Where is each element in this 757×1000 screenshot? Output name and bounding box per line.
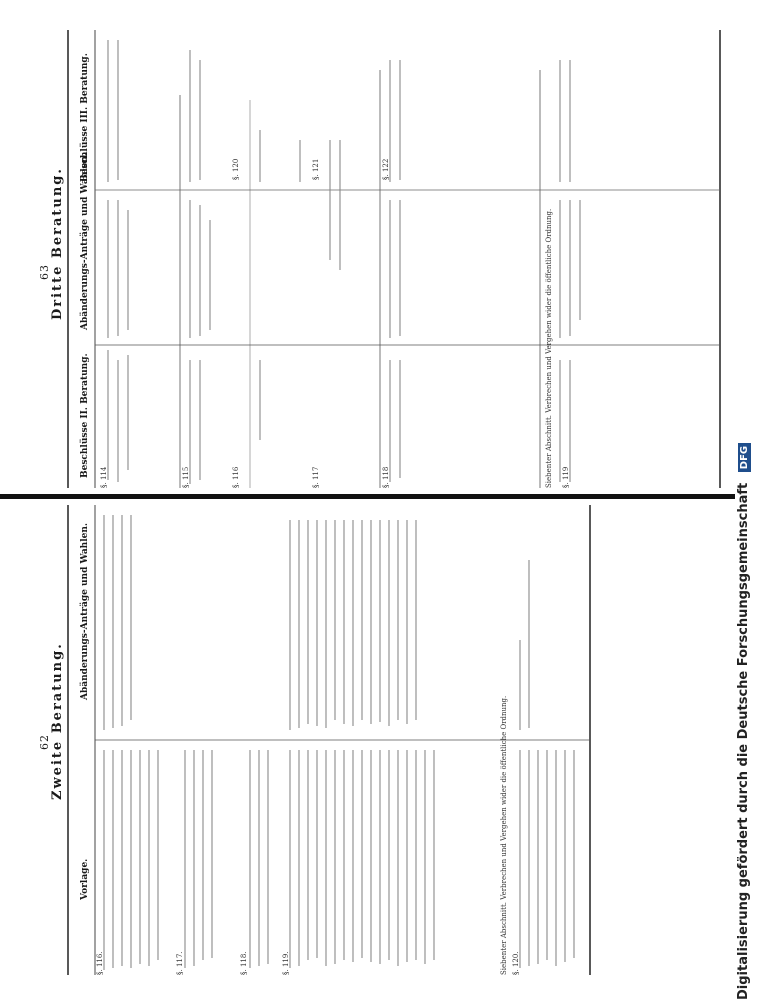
col-header-left-2: Abänderungs-Anträge und Wahlen. — [80, 522, 90, 700]
paragraph-right-5: §. 118 — [382, 466, 390, 488]
paragraph-left-3: §. 118. — [240, 951, 248, 975]
paragraph-right-2: §. 115 — [182, 466, 190, 488]
col-header-left-1: Vorlage. — [80, 858, 90, 900]
paragraph-right-1: §. 114 — [100, 466, 108, 488]
col-header-right-1: Beschlüsse II. Beratung. — [80, 353, 90, 478]
paragraph-right-9: §. 122 — [382, 158, 390, 180]
digitization-credit — [736, 0, 751, 1000]
col-header-right-3: Beschlüsse III. Beratung. — [80, 53, 90, 182]
section-heading-right: Siebenter Abschnitt. Verbrechen und Vergehen wider die öffentliche Ordnung. — [545, 208, 553, 488]
paragraph-left-1: §. 116. — [96, 951, 104, 975]
page-number-left: 62 — [38, 734, 51, 750]
paragraph-left-4: §. 119. — [282, 951, 290, 975]
section-heading-left: Siebenter Abschnitt. Verbrechen und Vergehen wider die öffentliche Ordnung. — [500, 695, 508, 975]
paragraph-right-7: §. 120 — [232, 158, 240, 180]
page-title-left: Zweite Beratung. — [50, 642, 65, 800]
paragraph-left-2: §. 117. — [176, 951, 184, 975]
dfg-logo: DFG — [738, 443, 751, 472]
paragraph-right-3: §. 116 — [232, 466, 240, 488]
paragraph-right-6: §. 119 — [562, 466, 570, 488]
text-lines-upper — [108, 40, 580, 484]
paragraph-right-8: §. 121 — [312, 158, 320, 180]
paragraph-right-4: §. 117 — [312, 466, 320, 488]
col-header-right-2: Abänderungs-Anträge und Wahlen. — [80, 152, 90, 330]
page-title-right: Dritte Beratung. — [50, 167, 65, 320]
page-divider — [0, 494, 735, 499]
page-number-right: 63 — [38, 264, 51, 280]
credit-text: Digitalisierung gefördert durch die Deutsche Forschungsgemeinschaft — [736, 482, 751, 1000]
paragraph-left-5: §. 120. — [512, 951, 520, 975]
